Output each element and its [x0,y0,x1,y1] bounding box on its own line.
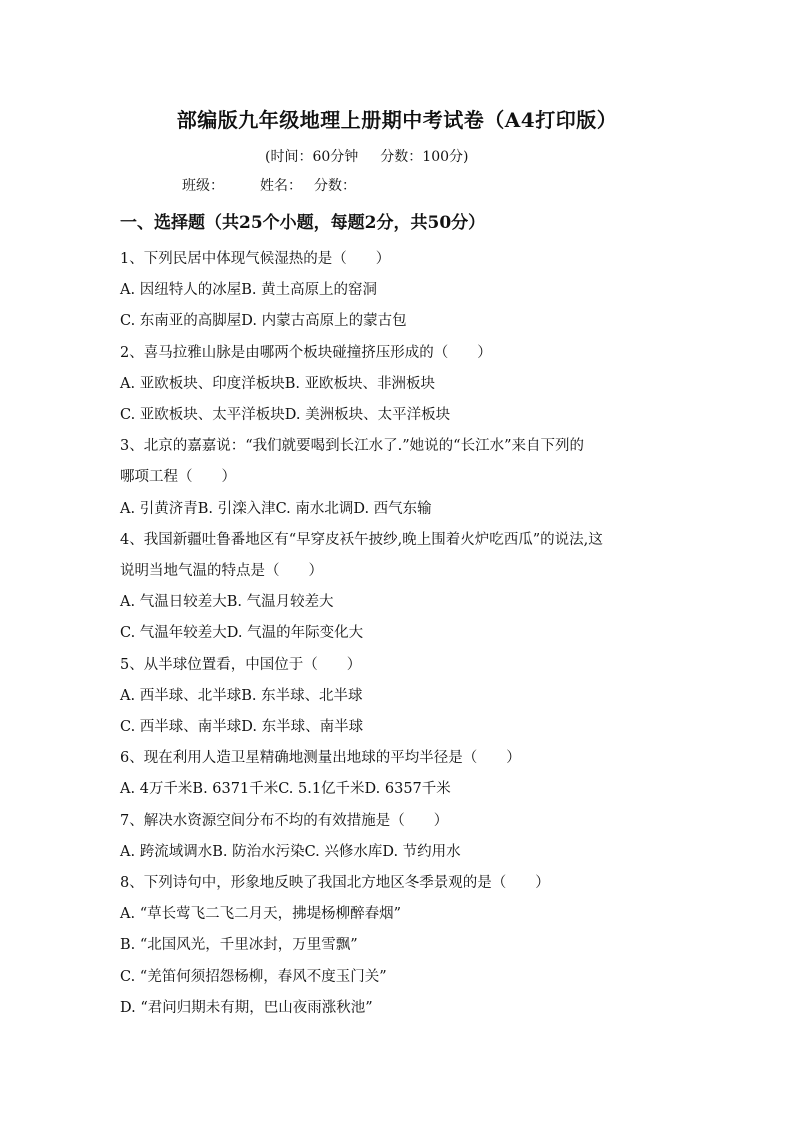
question-line: 2、喜马拉雅山脉是由哪两个板块碰撞挤压形成的（ ） [120,345,492,361]
name-label: 姓名： [260,178,302,194]
section-heading: 一、选择题（共25个小题，每题2分，共50分） [120,213,486,233]
question-line: 4、我国新疆吐鲁番地区有“早穿皮袄午披纱,晚上围着火炉吃西瓜”的说法,这 [120,532,603,548]
question-line: A. 气温日较差大B. 气温月较差大 [120,594,334,610]
question-line: A. 因纽特人的冰屋B. 黄土高原上的窑洞 [120,282,378,298]
question-line: 3、北京的嘉嘉说：“我们就要喝到长江水了.”她说的“长江水”来自下列的 [120,438,584,454]
question-line: C. “羌笛何须招怨杨柳，春风不度玉门关” [120,969,387,985]
exam-total-score: 分数：100分) [380,149,469,165]
question-line: A. 亚欧板块、印度洋板块B. 亚欧板块、非洲板块 [120,376,436,392]
question-line: 1、下列民居中体现气候湿热的是（ ） [120,251,391,267]
question-line: 说明当地气温的特点是（ ） [120,563,323,579]
exam-meta [265,146,468,166]
question-line: 8、下列诗句中，形象地反映了我国北方地区冬季景观的是（ ） [120,875,550,891]
question-line: A. “草长莺飞二飞二月天，拂堤杨柳醉春烟” [120,906,402,922]
question-line: A. 跨流域调水B. 防治水污染C. 兴修水库D. 节约用水 [120,844,461,860]
class-label: 班级： [182,178,224,194]
page-title: 部编版九年级地理上册期中考试卷（A4打印版） [176,108,618,132]
question-line: 5、从半球位置看，中国位于（ ） [120,657,362,673]
question-line: D. “君问归期未有期，巴山夜雨涨秋池” [120,1000,373,1016]
question-line: A. 西半球、北半球B. 东半球、北半球 [120,688,363,704]
question-line: C. 气温年较差大D. 气温的年际变化大 [120,625,364,641]
question-line: 6、现在利用人造卫星精确地测量出地球的平均半径是（ ） [120,750,521,766]
score-label: 分数： [314,178,356,194]
student-info [182,175,392,195]
exam-time: (时间：60分钟 [265,149,359,165]
question-line: B. “北国风光，千里冰封，万里雪飘” [120,937,358,953]
question-line: C. 东南亚的高脚屋D. 内蒙古高原上的蒙古包 [120,313,407,329]
question-line: A. 引黄济青B. 引滦入津C. 南水北调D. 西气东输 [120,501,432,517]
question-line: 7、解决水资源空间分布不均的有效措施是（ ） [120,813,449,829]
question-line: C. 西半球、南半球D. 东半球、南半球 [120,719,364,735]
question-line: A. 4万千米B. 6371千米C. 5.1亿千米D. 6357千米 [120,781,451,797]
question-line: C. 亚欧板块、太平洋板块D. 美洲板块、太平洋板块 [120,407,451,423]
question-line: 哪项工程（ ） [120,469,236,485]
